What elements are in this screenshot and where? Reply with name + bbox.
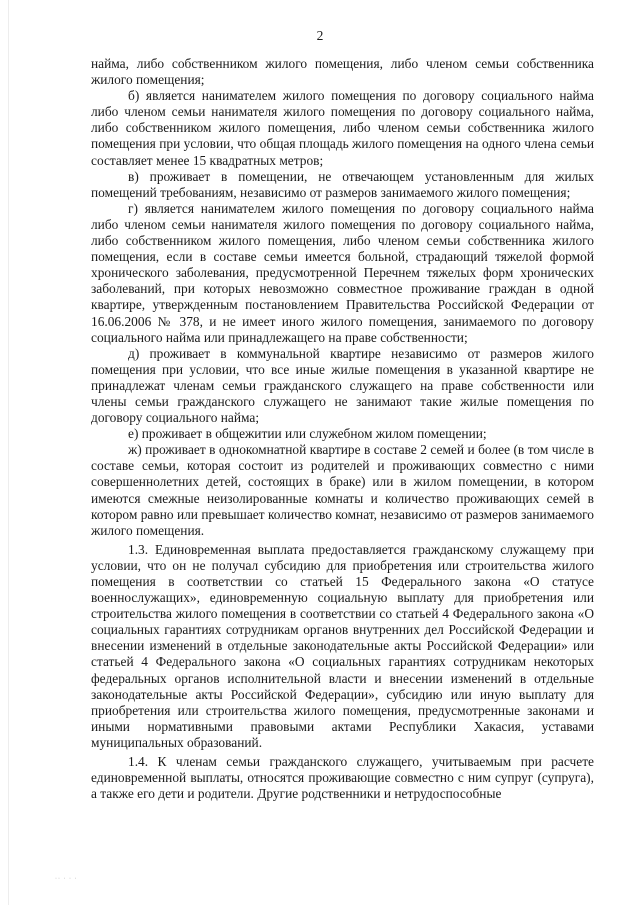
paragraph-item-e: е) проживает в общежитии или служебном жилом помещении; [128, 426, 487, 442]
page-number: 2 [316, 28, 324, 43]
paragraph-item-d: д) проживает в коммунальной квартире независимо от размеров жилого помещения при условии, что все иные жилые помещения в указанной квартире не принадлежат членам семьи гражданского служащего на праве собственности или члены семьи гражданского служащего не занимают такие жилые помещения по договору социального найма; [91, 345, 594, 426]
paragraph-item-b: б) является нанимателем жилого помещения по договору социального найма либо членом семьи нанимателя жилого помещения по договору социального найма, либо собственником жилого помещения, либо членом семьи собственника жилого помещения при условии, что общая площадь жилого помещения на одного члена семьи составляет менее 15 квадратных метров; [91, 88, 594, 168]
paragraph-item-g: г) является нанимателем жилого помещения по договору социального найма либо членом семьи нанимателя жилого помещения по договору социального найма, либо собственником жилого помещения, либо членом семьи собственника жилого помещения, если в составе семьи имеется больной, страдающий тяжелой формой хронического заболевания, предусмотренной Перечнем тяжелых форм хронических заболеваний, при которых невозможно совместное проживание граждан в одной квартире, утвержденным постановлением Правительства Российской Федерации от 16.06.2006 № 378, и не имеет иного жилого помещения, занимаемого по договору социального найма или принадлежащего на праве собственности; [91, 200, 594, 345]
paragraph-item-zh: ж) проживает в однокомнатной квартире в составе 2 семей и более (в том числе в составе семьи, которая состоит из родителей и проживающих совместно с ними совершеннолетних детей, состоящих в браке) или в жилом помещении, в котором имеются смежные неизолированные комнаты и количество проживающих семей в котором равно или превышает количество комнат, независимо от размеров занимаемого жилого помещения. [91, 442, 594, 538]
paragraph-item-v: в) проживает в помещении, не отвечающем установленным для жилых помещений требованиям, независимо от размеров занимаемого жилого помещения; [91, 168, 594, 200]
scan-artifact-mark: ·· · · · [55, 876, 78, 882]
document-body [91, 56, 594, 802]
paragraph-continuation: найма, либо собственником жилого помещения, либо членом семьи собственника жилого помещения; [91, 56, 594, 88]
paragraph-section-1-4: 1.4. К членам семьи гражданского служащего, учитываемым при расчете единовременной выплаты, относятся проживающие совместно с ним супруг (супруга), а также его дети и родители. Другие родственники и нетрудоспособные [91, 754, 594, 802]
paragraph-section-1-3: 1.3. Единовременная выплата предоставляется гражданскому служащему при условии, что он не получал субсидию для приобретения или строительства жилого помещения в соответствии со статьей 15 Федерального закона «О статусе военнослужащих», единовременную социальную выплату для приобретения или строительства жилого помещения в соответствии со статьей 4 Федерального закона «О социальных гарантиях сотрудникам органов внутренних дел Российской Федерации и внесении изменений в отдельные законодательные акты Российской Федерации» или статьей 4 Федерального закона «О социальных гарантиях сотрудникам некоторых федеральных органов исполнительной власти и внесении изменений в отдельные законодательные акты Российской Федерации», субсидию или иную выплату для приобретения или строительства жилого помещения, предусмотренные законами и иными нормативными правовыми актами Республики Хакасия, уставами муниципальных образований. [91, 541, 594, 750]
scan-edge-shadow [8, 0, 9, 905]
